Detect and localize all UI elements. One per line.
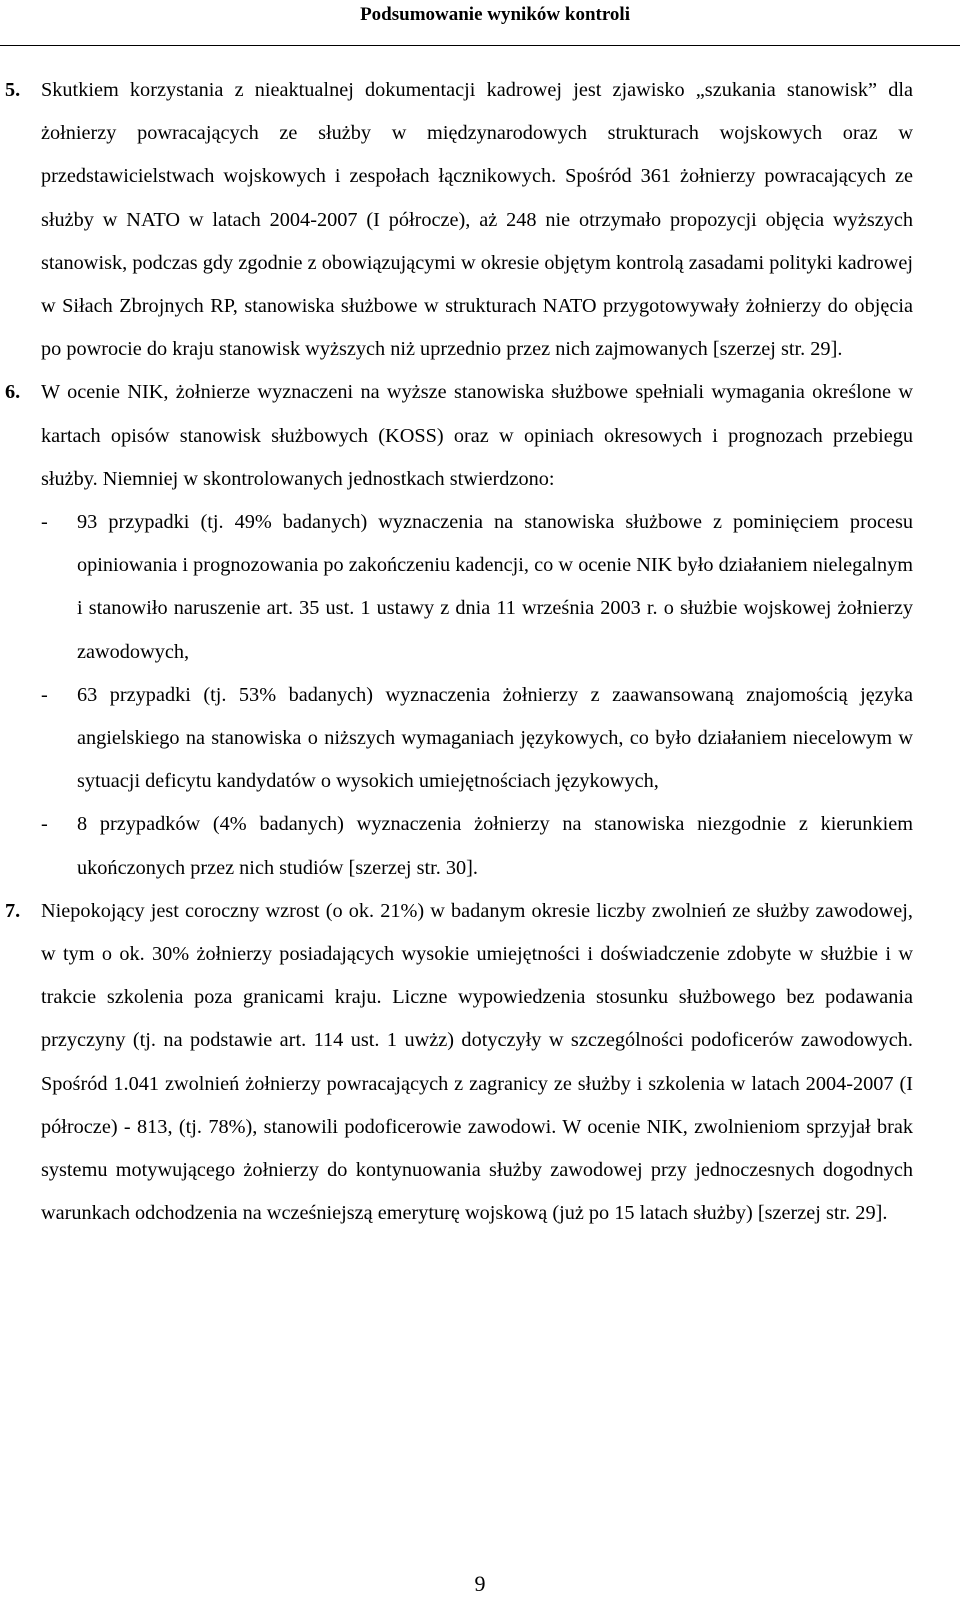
list-item-text: 8 przypadków (4% badanych) wyznaczenia żołnierzy na stanowiska niezgodnie z kierunkiem ukończonych przez nich studiów [szerzej str. 30]. — [77, 813, 913, 879]
findings-list — [0, 501, 960, 890]
list-item-text: 93 przypadki (tj. 49% badanych) wyznaczenia na stanowiska służbowe z pominięciem procesu opiniowania i prognozowania po zakończeniu kadencji, co w ocenie NIK było działaniem nielegalnym i stanowiło naruszenie art. 35 ust. 1 ustawy z dnia 11 września 2003 r. o służbie wojskowej żołnierzy zawodowych, — [77, 511, 913, 663]
page-number: 9 — [474, 1571, 486, 1596]
paragraph-6 — [0, 371, 913, 501]
list-dash: - — [41, 813, 48, 836]
paragraph-number: 6. — [5, 381, 21, 404]
paragraph-number: 5. — [5, 79, 21, 101]
paragraph-text: Niepokojący jest coroczny wzrost (o ok. 21%) w badanym okresie liczby zwolnień ze służby zawodowej, w tym o ok. 30% żołnierzy posiadających wysokie umiejętności i doświadczenie zdobyte w służbie i w trakcie szkolenia poza granicami kraju. Liczne wypowiedzenia stosunku służbowego bez podawania przyczyny (tj. na podstawie art. 114 ust. 1 uwżz) dotyczyły w szczególności podoficerów zawodowych. Spośród 1.041 zwolnień żołnierzy powracających z zagranicy ze służby i szkolenia w latach 2004-2007 (I półrocze) - 813, (tj. 78%), stanowili podoficerowie zawodowi. W ocenie NIK, zwolnieniom sprzyjał brak systemu motywującego żołnierzy do kontynuowania służby zawodowej przy jednoczesnych dogodnych warunkach odchodzenia na wcześniejszą emeryturę wojskową (już po 15 latach służby) [szerzej str. 29]. — [41, 899, 913, 1225]
list-item — [0, 674, 913, 804]
document-body — [0, 69, 960, 1235]
list-item-text: 63 przypadki (tj. 53% badanych) wyznaczenia żołnierzy z zaawansowaną znajomością języka angielskiego na stanowiska o niższych wymaganiach językowych, co było działaniem niecelowym w sytuacji deficytu kandydatów o wysokich umiejętnościach językowych, — [77, 683, 913, 793]
list-item — [0, 803, 913, 889]
running-header-title: Podsumowanie wyników kontroli — [360, 4, 630, 25]
paragraph-text: W ocenie NIK, żołnierze wyznaczeni na wyższe stanowiska służbowe spełniali wymagania określone w kartach opisów stanowisk służbowych (KOSS) oraz w opiniach okresowych i prognozach przebiegu służby. Niemniej w skontrolowanych jednostkach stwierdzono: — [41, 381, 913, 490]
paragraph-7 — [0, 890, 913, 1236]
list-dash: - — [41, 511, 48, 534]
running-header — [0, 0, 960, 46]
paragraph-text: Skutkiem korzystania z nieaktualnej dokumentacji kadrowej jest zjawisko „szukania stanowisk” dla żołnierzy powracających ze służby w międzynarodowych strukturach wojskowych oraz w przedstawicielstwach wojskowych i zespołach łącznikowych. Spośród 361 żołnierzy powracających ze służby w NATO w latach 2004-2007 (I półrocze), aż 248 nie otrzymało propozycji objęcia wyższych stanowisk, podczas gdy zgodnie z obowiązującymi w okresie objętym kontrolą zasadami polityki kadrowej w Siłach Zbrojnych RP, stanowiska służbowe w strukturach NATO przygotowywały żołnierzy do objęcia po powrocie do kraju stanowisk wyższych niż uprzednio przez nich zajmowanych [szerzej str. 29]. — [41, 79, 913, 361]
list-dash: - — [41, 683, 48, 706]
paragraph-number: 7. — [5, 899, 21, 922]
paragraph-5 — [0, 69, 913, 371]
list-item — [0, 501, 913, 674]
